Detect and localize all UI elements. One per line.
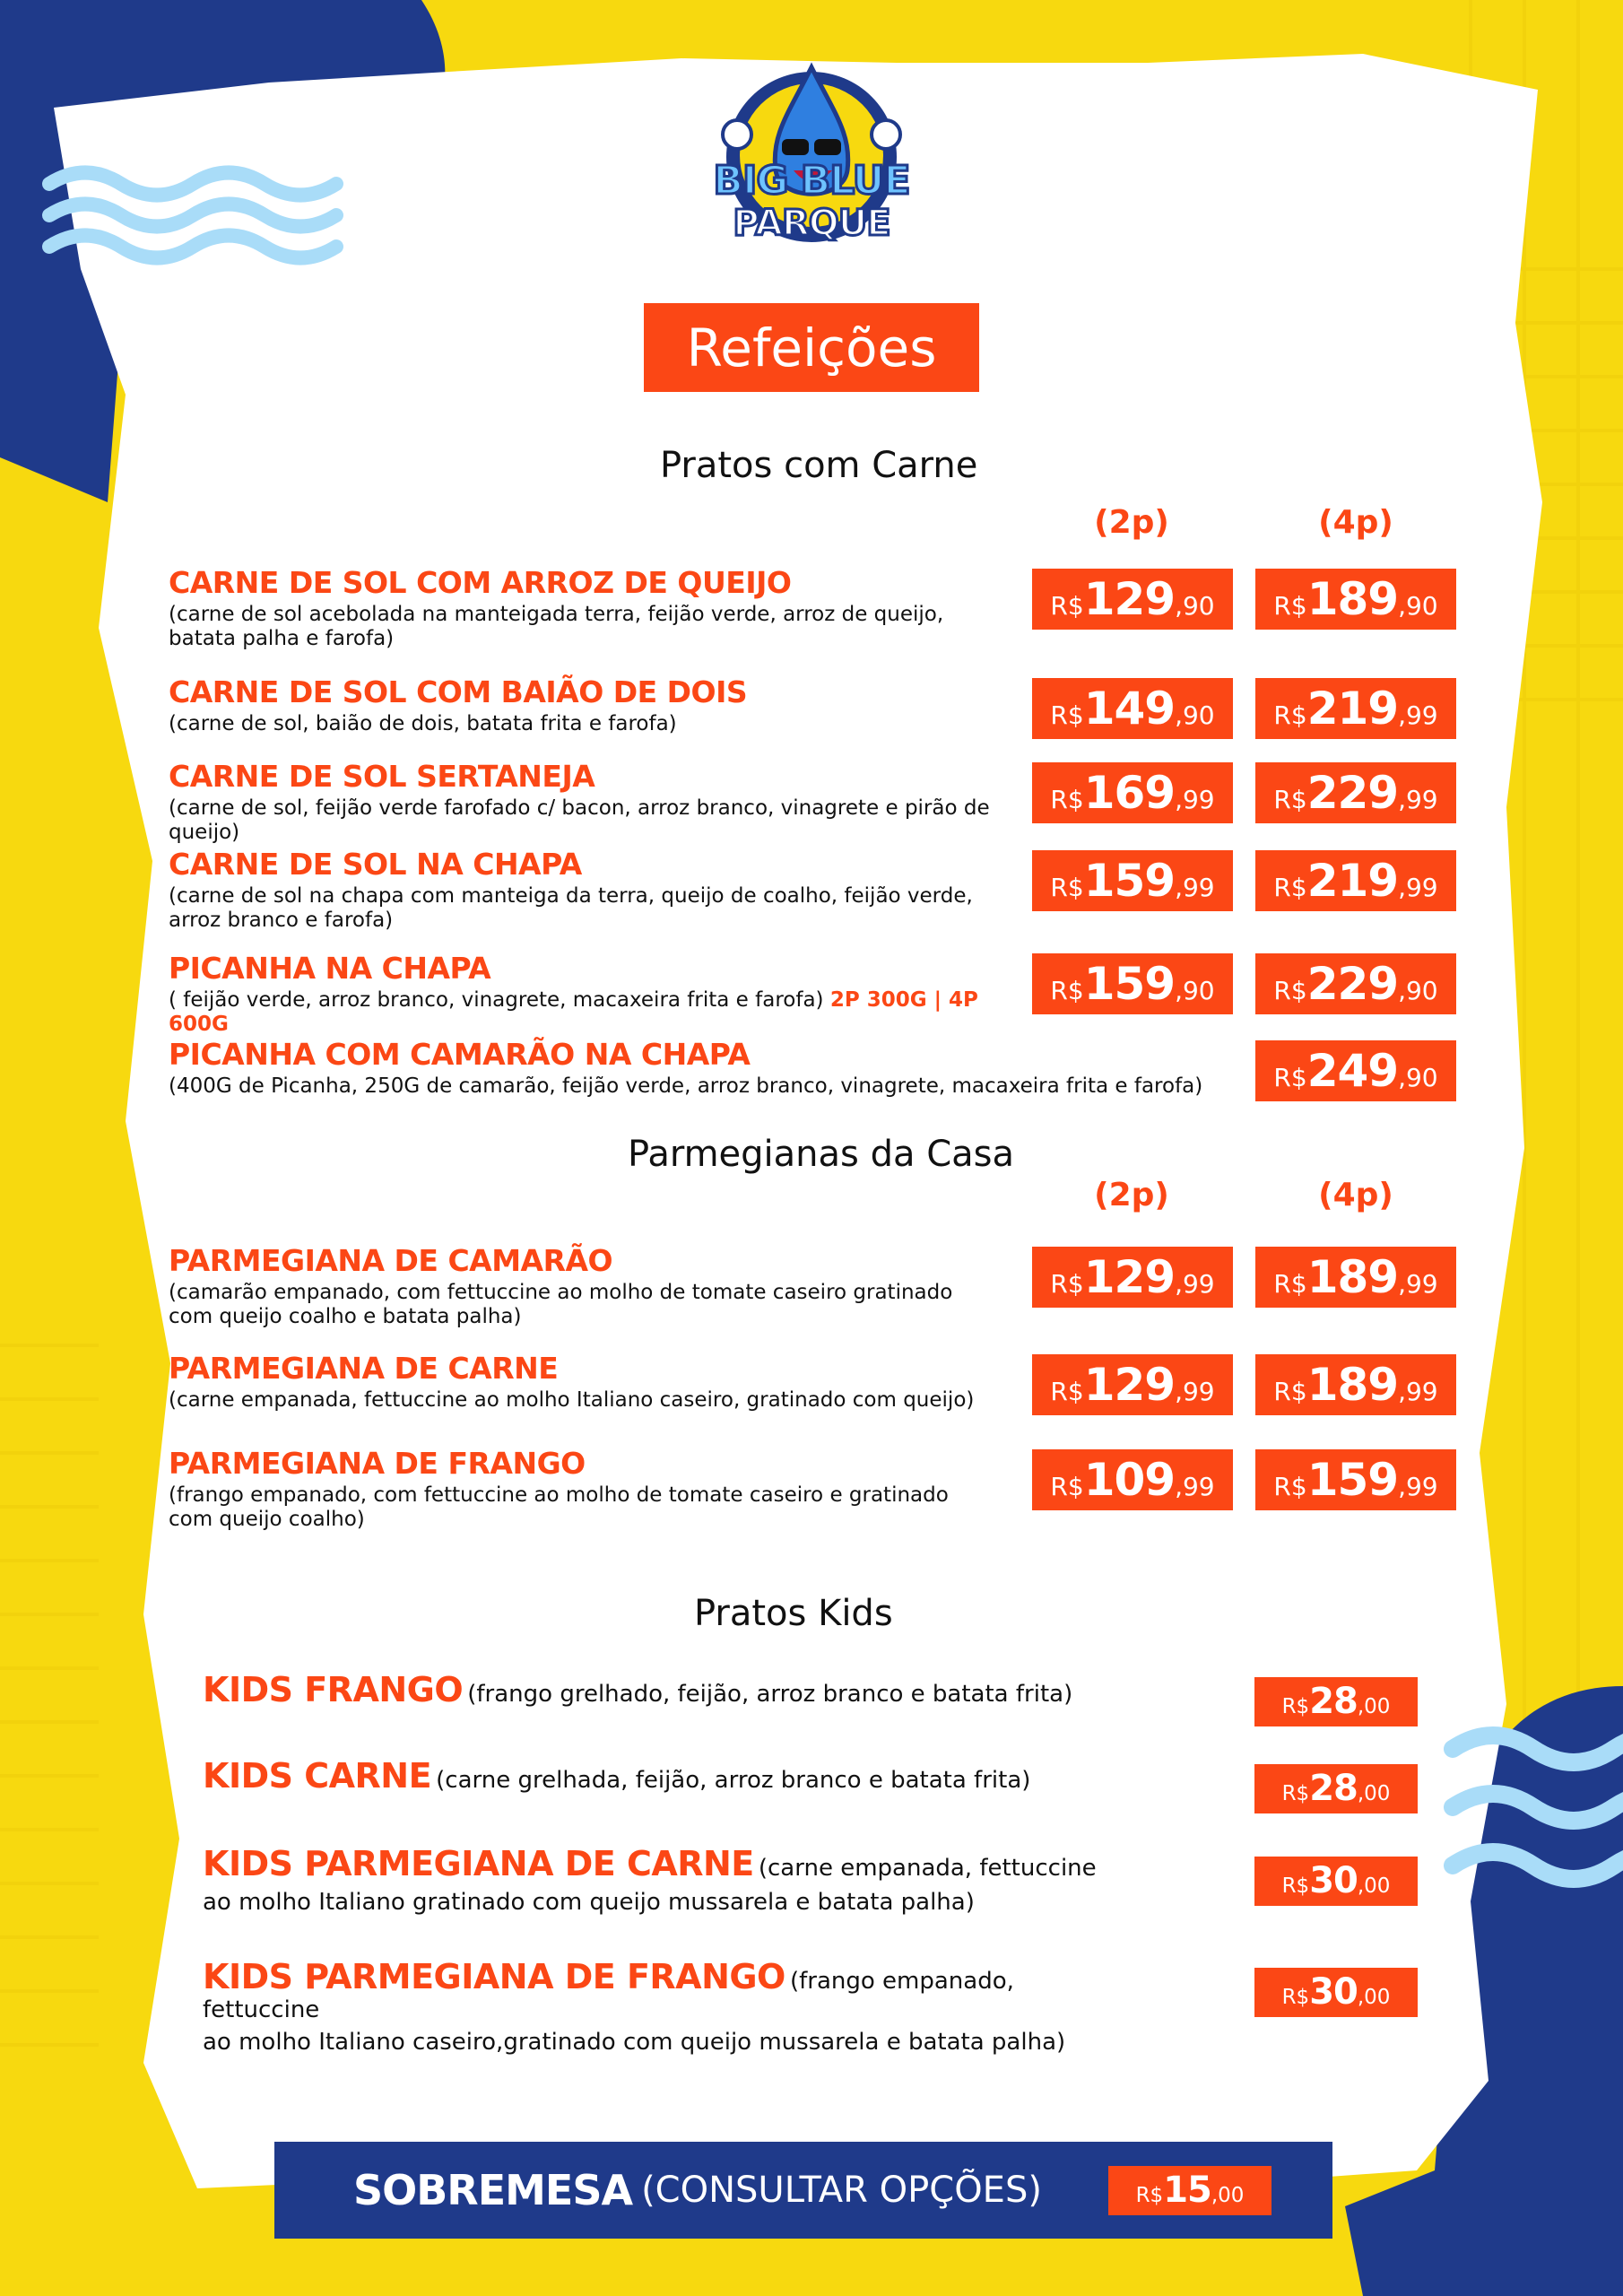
- price-2p: R$ 129 ,99: [1032, 1247, 1233, 1308]
- item-description: (carne empanada, fettuccine: [758, 1855, 1097, 1882]
- item-name: KIDS CARNE: [203, 1756, 432, 1796]
- item-description: (camarão empanado, com fettuccine ao molho de tomate caseiro gratinado com queijo coalho e batata palha): [169, 1281, 953, 1328]
- price-4p: R$ 189 ,90: [1255, 569, 1456, 630]
- item-description: (frango grelhado, feijão, arroz branco e batata frita): [467, 1681, 1073, 1708]
- item-description: (carne empanada, fettuccine ao molho Italiano caseiro, gratinado com queijo): [169, 1388, 975, 1412]
- item-weight-note: 2P 300G | 4P 600G: [169, 988, 978, 1036]
- kids-price: R$ 28 ,00: [1254, 1677, 1418, 1726]
- kids-price: R$ 28 ,00: [1254, 1764, 1418, 1813]
- dessert-title: SOBREMESA: [353, 2166, 633, 2214]
- price-2p: R$ 129 ,90: [1032, 569, 1233, 630]
- item-name: CARNE DE SOL SERTANEJA: [169, 759, 595, 794]
- item-name: CARNE DE SOL NA CHAPA: [169, 847, 582, 882]
- menu-item: [169, 847, 1029, 933]
- price-4p: R$ 189 ,99: [1255, 1354, 1456, 1415]
- kids-menu-item: [203, 1957, 1099, 2056]
- item-description: (carne de sol, baião de dois, batata frita e farofa): [169, 712, 677, 735]
- menu-item: [169, 759, 1029, 845]
- price-4p: R$ 229 ,99: [1255, 762, 1456, 823]
- dessert-label: [353, 2142, 1042, 2239]
- price-4p: R$ 249 ,90: [1255, 1040, 1456, 1101]
- price-4p: R$ 159 ,99: [1255, 1449, 1456, 1510]
- section-title-parmegianas: Parmegianas da Casa: [628, 1134, 1014, 1175]
- column-header-4p: (4p): [1318, 1177, 1393, 1213]
- price-4p: R$ 219 ,99: [1255, 678, 1456, 739]
- dessert-note: (CONSULTAR OPÇÕES): [641, 2170, 1042, 2211]
- dessert-price: R$ 15 ,00: [1108, 2166, 1271, 2215]
- section-title-carne: Pratos com Carne: [660, 445, 978, 486]
- item-name: KIDS FRANGO: [203, 1670, 464, 1709]
- price-2p: R$ 169 ,99: [1032, 762, 1233, 823]
- menu-item: [169, 565, 1029, 651]
- item-description-line2: ao molho Italiano gratinado com queijo mussarela e batata palha): [203, 1889, 975, 1916]
- price-4p: R$ 219 ,99: [1255, 850, 1456, 911]
- item-description: (frango empanado, com fettuccine ao molho de tomate caseiro e gratinado com queijo coalho): [169, 1483, 949, 1531]
- kids-menu-item: [203, 1756, 1099, 1796]
- logo-text-line2: PARQUE: [733, 203, 890, 244]
- page-title: Refeições: [644, 303, 979, 392]
- price-2p: R$ 129 ,99: [1032, 1354, 1233, 1415]
- column-header-4p: (4p): [1318, 504, 1393, 541]
- item-description: (400G de Picanha, 250G de camarão, feijão verde, arroz branco, vinagrete, macaxeira frita e farofa): [169, 1074, 1203, 1098]
- menu-item: [169, 1351, 1029, 1413]
- menu-item: [169, 951, 1029, 1037]
- item-name: PARMEGIANA DE CAMARÃO: [169, 1243, 613, 1278]
- item-name: PARMEGIANA DE CARNE: [169, 1351, 559, 1386]
- item-name: KIDS PARMEGIANA DE FRANGO: [203, 1957, 785, 1996]
- menu-item: [169, 674, 1029, 736]
- price-2p: R$ 109 ,99: [1032, 1449, 1233, 1510]
- column-header-2p: (2p): [1094, 504, 1169, 541]
- item-description: (carne de sol na chapa com manteiga da terra, queijo de coalho, feijão verde, arroz branco e farofa): [169, 884, 973, 932]
- item-description: (carne de sol acebolada na manteigada terra, feijão verde, arroz de queijo, batata palha e farofa): [169, 603, 944, 650]
- column-header-2p: (2p): [1094, 1177, 1169, 1213]
- item-description: (carne de sol, feijão verde farofado c/ bacon, arroz branco, vinagrete e pirão de queijo): [169, 796, 990, 844]
- item-name: PICANHA COM CAMARÃO NA CHAPA: [169, 1037, 751, 1072]
- item-description-line2: ao molho Italiano caseiro,gratinado com queijo mussarela e batata palha): [203, 2029, 1066, 2056]
- item-description-text: ( feijão verde, arroz branco, vinagrete, macaxeira frita e farofa): [169, 988, 824, 1012]
- item-description: (frango empanado, fettuccine: [203, 1968, 1014, 2023]
- price-2p: R$ 159 ,99: [1032, 850, 1233, 911]
- kids-menu-item: [203, 1670, 1099, 1709]
- kids-price: R$ 30 ,00: [1254, 1857, 1418, 1906]
- item-name: PARMEGIANA DE FRANGO: [169, 1446, 586, 1481]
- dessert-banner: [274, 2142, 1332, 2239]
- kids-price: R$ 30 ,00: [1254, 1968, 1418, 2017]
- section-title-kids: Pratos Kids: [694, 1593, 893, 1634]
- price-2p: R$ 149 ,90: [1032, 678, 1233, 739]
- item-name: CARNE DE SOL COM BAIÃO DE DOIS: [169, 674, 748, 709]
- item-description: [169, 988, 1029, 1037]
- item-name: KIDS PARMEGIANA DE CARNE: [203, 1844, 754, 1883]
- item-description: (carne grelhada, feijão, arroz branco e batata frita): [436, 1767, 1031, 1794]
- menu-item: [169, 1037, 1245, 1099]
- price-2p: R$ 159 ,90: [1032, 953, 1233, 1014]
- item-name: CARNE DE SOL COM ARROZ DE QUEIJO: [169, 565, 792, 600]
- logo-text-line1: BIG BLUE: [713, 158, 910, 204]
- kids-menu-item: [203, 1844, 1099, 1916]
- price-4p: R$ 189 ,99: [1255, 1247, 1456, 1308]
- item-name: PICANHA NA CHAPA: [169, 951, 491, 986]
- menu-item: [169, 1243, 1029, 1329]
- menu-item: [169, 1446, 1029, 1532]
- price-4p: R$ 229 ,90: [1255, 953, 1456, 1014]
